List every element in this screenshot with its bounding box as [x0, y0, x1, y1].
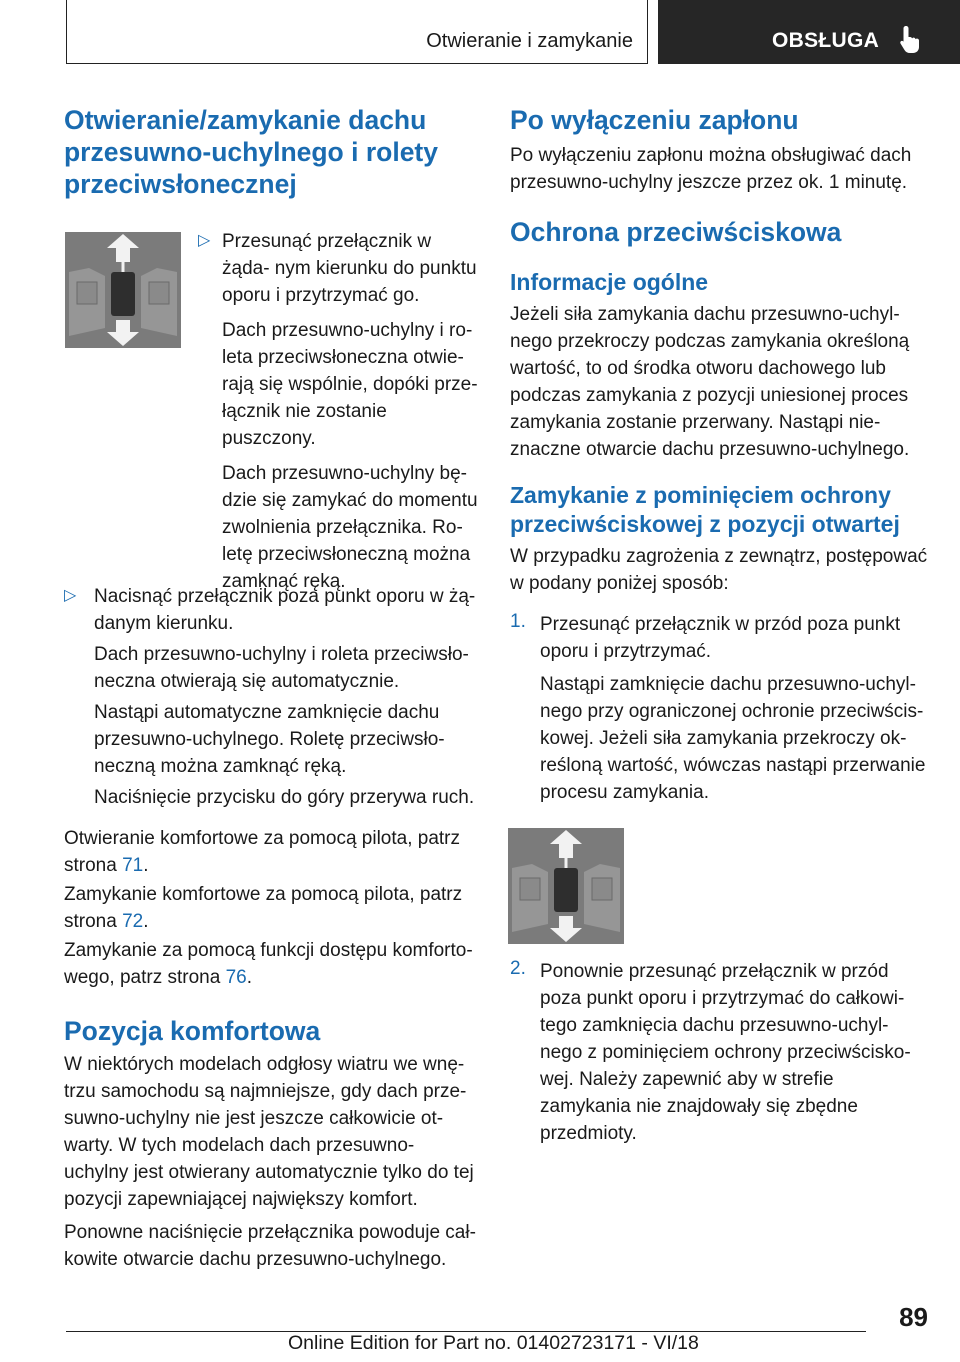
paragraph: Ponowne naciśnięcie przełącznika powoduje cał- kowite otwarcie dachu przesuwno-uchylnego.	[64, 1222, 476, 1270]
step-bullet	[198, 228, 480, 595]
right-column	[510, 104, 928, 1147]
section-title: Otwieranie i zamykanie	[426, 30, 633, 52]
chapter-badge-label: OBSŁUGA	[772, 29, 880, 52]
page-link[interactable]: 76	[225, 967, 247, 988]
step-text: Dach przesuwno-uchylny bę- dzie się zamykać do momentu zwolnienia przełącznika. Ro- letę przeciwsłoneczną można zamknąć ręką.	[222, 463, 478, 592]
chapter-badge	[658, 0, 960, 64]
step-text: Naciśnięcie przycisku do góry przerywa ruch.	[94, 787, 475, 808]
step-text: Nastąpi zamknięcie dachu przesuwno-uchyl- nego przy ograniczonej ochronie przeciwścis- kowej. Jeżeli siła zamykania przekroczy ok- reśloną wartość, wówczas nastąpi przerwanie procesu zamykania.	[540, 674, 926, 803]
step-text: Dach przesuwno-uchylny i ro- leta przeciwsłoneczna otwie- rają się wspólnie, dopóki prze- łącznik nie zostanie puszczony.	[222, 320, 478, 449]
page-reference: Otwieranie komfortowe za pomocą pilota, patrz strona 71.	[64, 828, 461, 876]
paragraph: W przypadku zagrożenia z zewnątrz, postępować w podany poniżej sposób:	[510, 546, 928, 594]
paragraph: Po wyłączeniu zapłonu można obsługiwać dach przesuwno-uchylny jeszcze przez ok. 1 minutę.	[510, 145, 912, 193]
section-heading: Otwieranie/zamykanie dachu przesuwno-uchylnego i rolety przeciwsłonecznej	[64, 105, 438, 199]
section-heading: Pozycja komfortowa	[64, 1016, 321, 1046]
roof-switch-image	[65, 232, 181, 348]
section-heading: Ochrona przeciwściskowa	[510, 217, 842, 247]
page-link[interactable]: 71	[122, 855, 144, 876]
step-text: Dach przesuwno-uchylny i roleta przeciwsło- neczna otwierają się automatycznie.	[94, 644, 469, 692]
section-heading: Po wyłączeniu zapłonu	[510, 105, 799, 135]
step-text: Nacisnąć przełącznik poza punkt oporu w żą- danym kierunku.	[94, 586, 476, 634]
paragraph: Jeżeli siła zamykania dachu przesuwno-uchyl- nego przekroczy podczas zamykania określoną wartość, to od środka otworu dachowego lub podczas zamykania z pozycji uniesionej proces zamykania zostanie przerwany. Nastąpi nie- znaczne otwarcie dachu przesuwno-uchylnego.	[510, 304, 910, 460]
step-number: 2.	[510, 958, 526, 979]
numbered-step	[510, 958, 928, 1147]
step-text: Przesunąć przełącznik w żąda- nym kierunku do punktu oporu i przytrzymać go.	[222, 231, 477, 306]
bullet-triangle-icon: ▷	[64, 587, 77, 604]
step-bullet	[64, 583, 479, 811]
step-number: 1.	[510, 611, 526, 632]
roof-switch-illustration	[508, 828, 624, 944]
paragraph: W niektórych modelach odgłosy wiatru we wnę- trzu samochodu są najmniejsze, gdy dach prze- suwno-uchylny nie jest jeszcze całkowicie ot- warty. W tych modelach dach przesuwno- uchylny jest otwierany automatycznie tylko do tej pozycji zapewniającej największy komfort.	[64, 1054, 474, 1210]
page-number: 89	[899, 1302, 928, 1332]
step-text: Przesunąć przełącznik w przód poza punkt oporu i przytrzymać.	[540, 614, 901, 662]
numbered-step	[510, 611, 928, 806]
roof-switch-illustration	[65, 232, 181, 348]
page-reference: Zamykanie komfortowe za pomocą pilota, patrz strona 72.	[64, 884, 463, 932]
left-column	[64, 104, 479, 1273]
subsection-heading: Informacje ogólne	[510, 269, 709, 295]
page-reference: Zamykanie za pomocą funkcji dostępu komforto- wego, patrz strona 76.	[64, 940, 473, 988]
step-text: Nastąpi automatyczne zamknięcie dachu przesuwno-uchylnego. Roletę przeciwsło- neczną można zamknąć ręką.	[94, 702, 445, 777]
hand-pointer-icon	[898, 24, 924, 54]
step-text: Ponownie przesunąć przełącznik w przód poza punkt oporu i przytrzymać do całkowi- tego zamknięcia dachu przesuwno-uchyl- nego z pominięciem ochrony przeciwścisko- wej. Należy zapewnić aby w strefie zamykania nie znajdowały się zbędne przedmioty.	[540, 961, 911, 1144]
bullet-triangle-icon: ▷	[198, 232, 211, 249]
subsection-heading: Zamykanie z pominięciem ochrony przeciwściskowej z pozycji otwartej	[510, 482, 900, 537]
header-section-tab	[66, 0, 648, 64]
footer-edition: Online Edition for Part no. 01402723171 - VI/18	[288, 1332, 699, 1354]
page-link[interactable]: 72	[122, 911, 144, 932]
roof-switch-image	[508, 828, 624, 944]
